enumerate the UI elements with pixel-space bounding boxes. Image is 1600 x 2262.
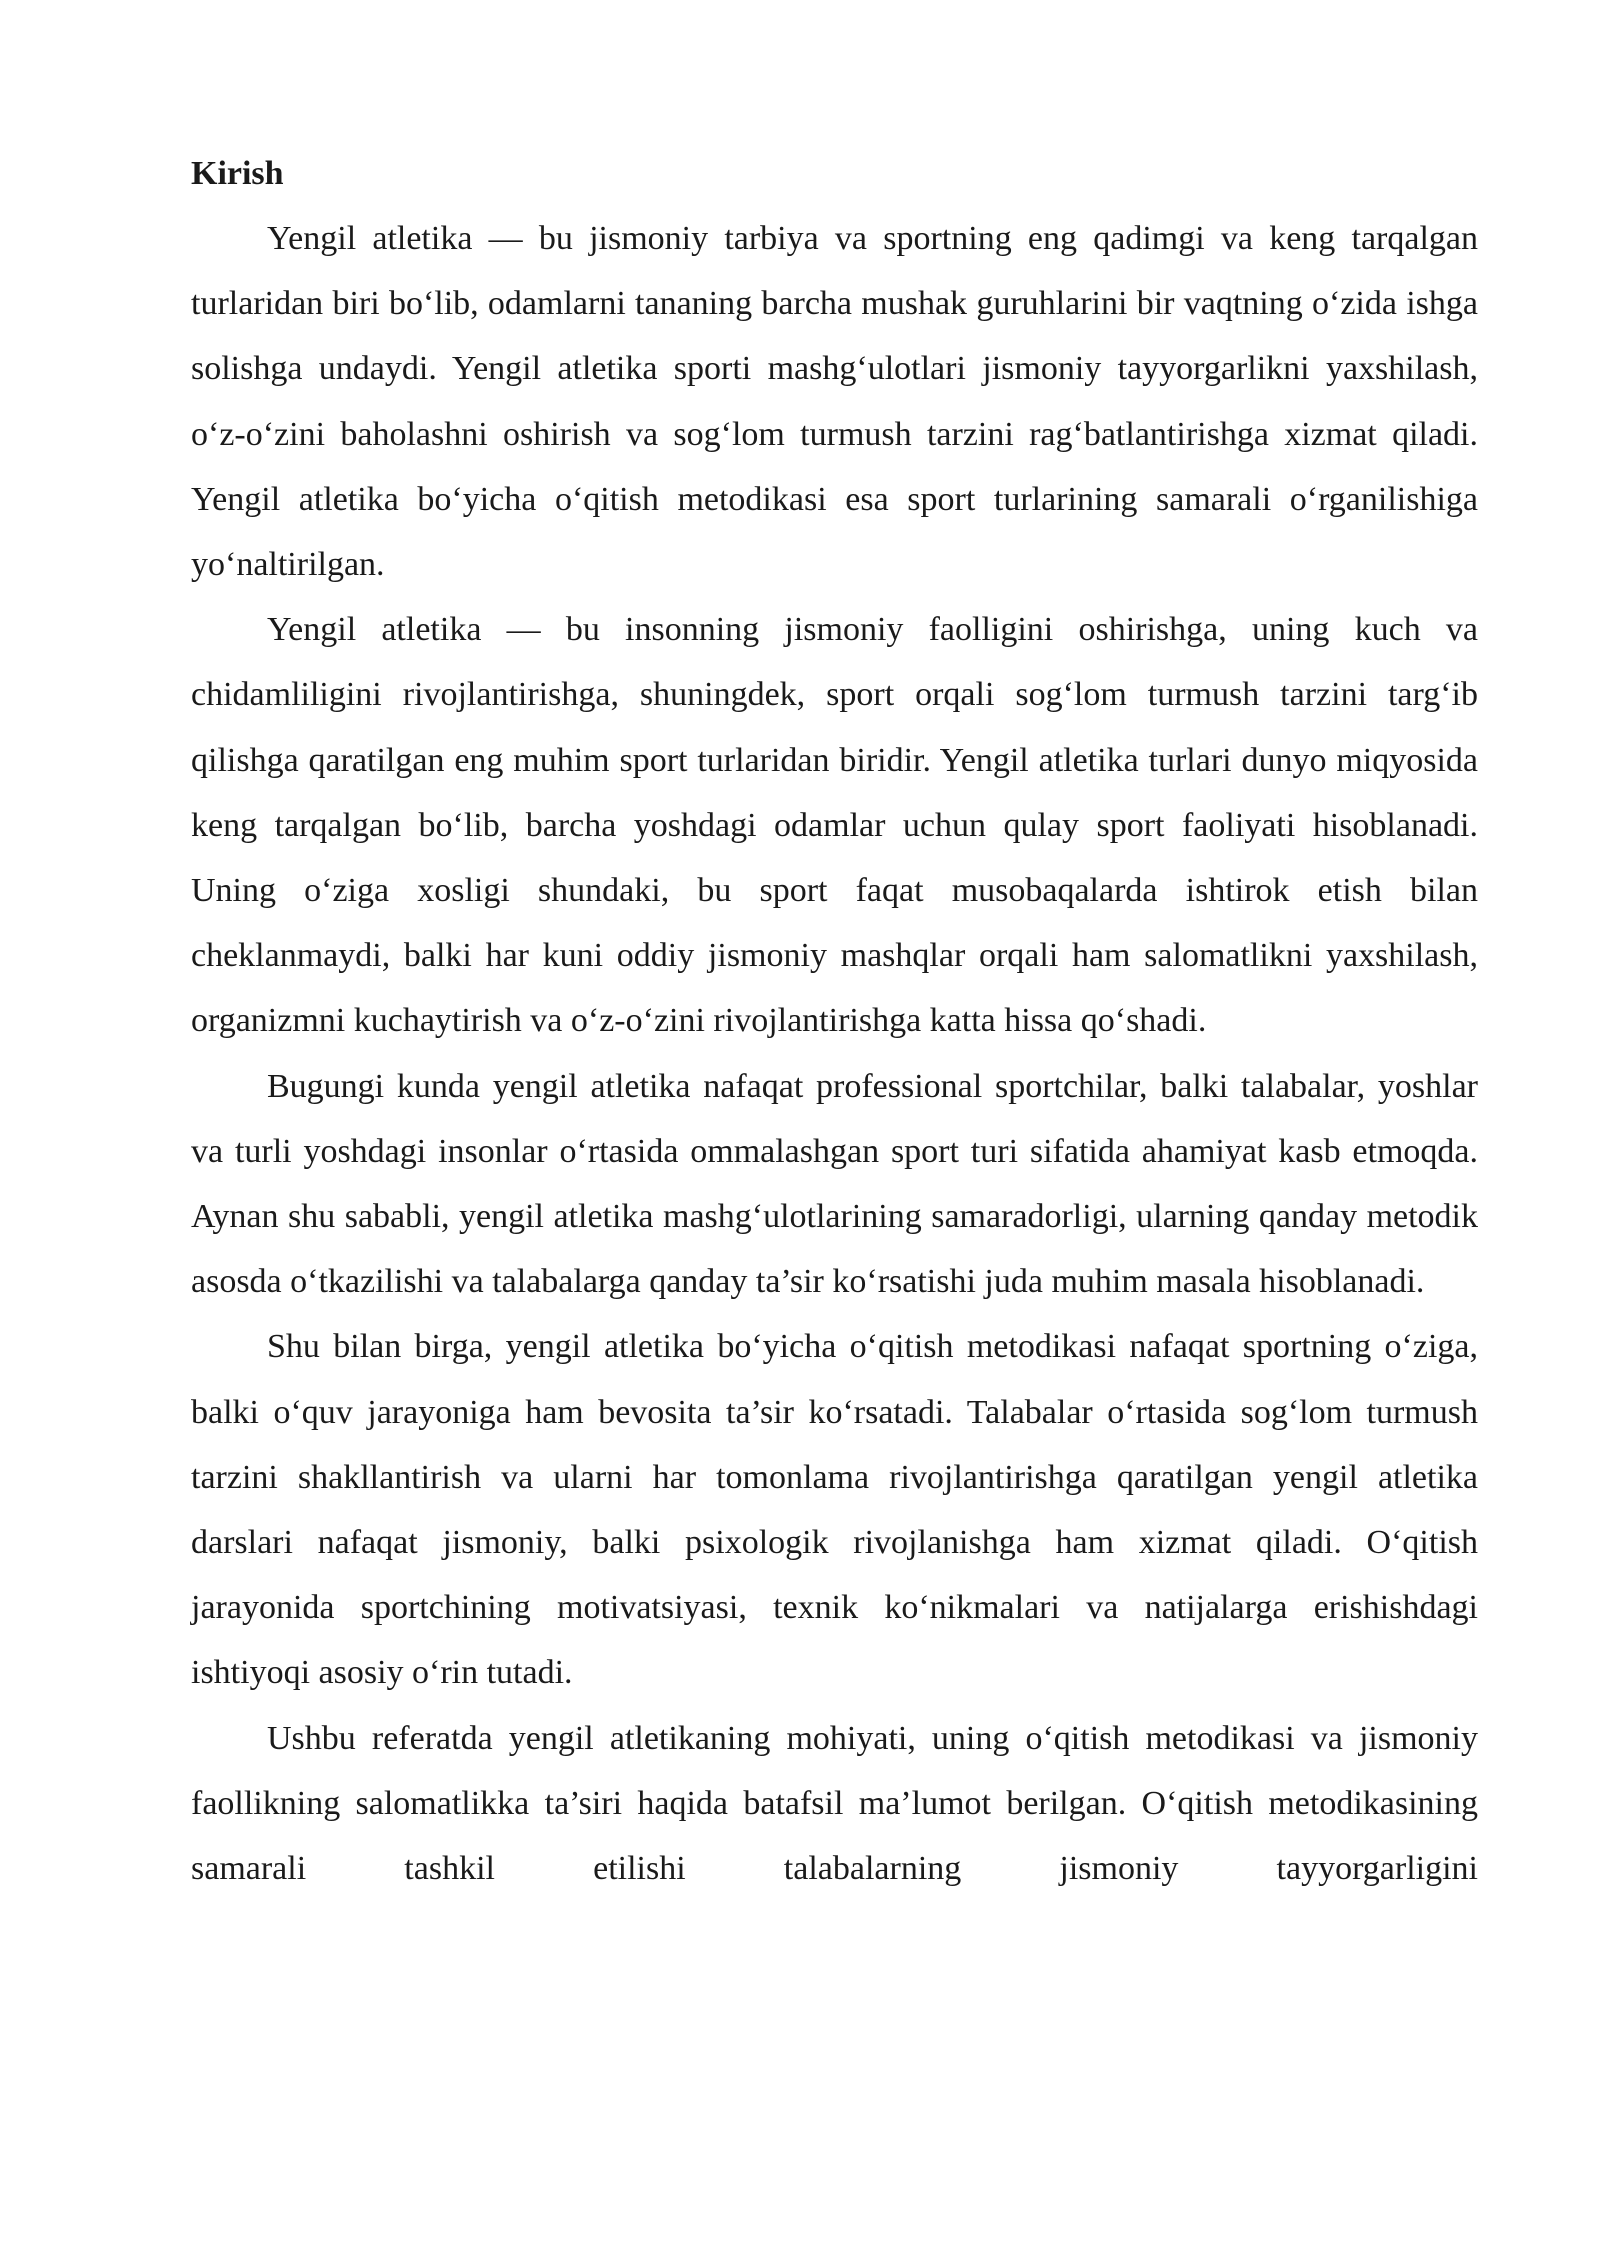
paragraph-3: Bugungi kunda yengil atletika nafaqat professional sportchilar, balki talabalar, yoshlar va turli yoshdagi insonlar o‘rtasida ommalashgan sport turi sifatida ahamiyat kasb etmoqda. Aynan shu sababli, yengil atletika mashg‘ulotlarining samaradorligi, ularning qanday metodik asosda o‘tkazilishi va talabalarga qanday ta’sir ko‘rsatishi juda muhim masala hisoblanadi. — [191, 1067, 1478, 1301]
paragraph-5: Ushbu referatda yengil atletikaning mohiyati, uning o‘qitish metodikasi va jismoniy faollikning salomatlikka ta’siri haqida batafsil ma’lumot berilgan. O‘qitish metodikasining samarali tashkil etilishi talabalarning jismoniy tayyorgarligini — [191, 1719, 1478, 1888]
paragraph-2: Yengil atletika — bu insonning jismoniy faolligini oshirishga, uning kuch va chidamliligini rivojlantirishga, shuningdek, sport orqali sog‘lom turmush tarzini targ‘ib qilishga qaratilgan eng muhim sport turlaridan biridir. Yengil atletika turlari dunyo miqyosida keng tarqalgan bo‘lib, barcha yoshdagi odamlar uchun qulay sport faoliyati hisoblanadi. Uning o‘ziga xosligi shundaki, bu sport faqat musobaqalarda ishtirok etish bilan cheklanmaydi, balki har kuni oddiy jismoniy mashqlar orqali ham salomatlikni yaxshilash, organizmni kuchaytirish va o‘z-o‘zini rivojlantirishga katta hissa qo‘shadi. — [191, 611, 1478, 1040]
paragraph-4: Shu bilan birga, yengil atletika bo‘yicha o‘qitish metodikasi nafaqat sportning o‘ziga, balki o‘quv jarayoniga ham bevosita ta’sir ko‘rsatadi. Talabalar o‘rtasida sog‘lom turmush tarzini shakllantirish va ularni har tomonlama rivojlantirishga qaratilgan yengil atletika darslari nafaqat jismoniy, balki psixologik rivojlanishga ham xizmat qiladi. O‘qitish jarayonida sportchining motivatsiyasi, texnik ko‘nikmalari va natijalarga erishishdagi ishtiyoqi asosiy o‘rin tutadi. — [191, 1328, 1478, 1692]
section-heading: Kirish — [191, 155, 284, 192]
paragraph-1: Yengil atletika — bu jismoniy tarbiya va sportning eng qadimgi va keng tarqalgan turlaridan biri bo‘lib, odamlarni tananing barcha mushak guruhlarini bir vaqtning o‘zida ishga solishga undaydi. Yengil atletika sporti mashg‘ulotlari jismoniy tayyorgarlikni yaxshilash, o‘z-o‘zini baholashni oshirish va sog‘lom turmush tarzini rag‘batlantirishga xizmat qiladi. Yengil atletika bo‘yicha o‘qitish metodikasi esa sport turlarining samarali o‘rganilishiga yo‘naltirilgan. — [191, 220, 1478, 584]
document-body — [191, 148, 1478, 1901]
